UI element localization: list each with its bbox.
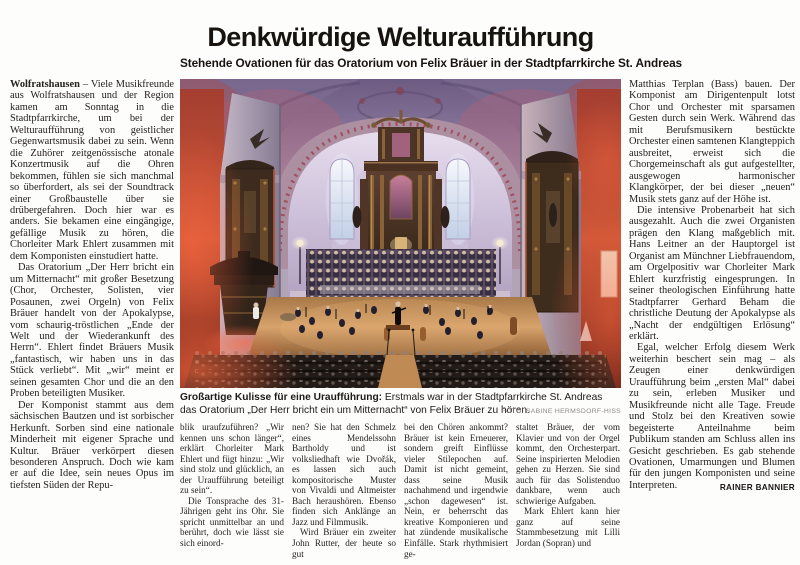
paragraph: [629, 342, 795, 491]
church-concert-photo: [180, 79, 621, 388]
subhead: Stehende Ovationen für das Oratorium von Felix Bräuer in der Stadtpfarrkirche St. Andreas: [180, 56, 682, 70]
paragraph: Wird Bräuer ein zweiter John Rutter, der heute so gut: [292, 527, 396, 559]
photo-caption: [180, 392, 621, 420]
photo-credit: FOTO: SABINE HERMSDORF-HISS: [501, 408, 621, 415]
paragraph: bei den Chören ankommt? Bräuer ist kein Erneuerer, sondern greift Einflüsse vieler Stilepochen auf. Damit ist nicht gemeint, dass seine Musik nachahmend und irgendwie „schon dagewesen“ ist. Nein, er beherrscht das kreative Komponieren und hat zündende musikalische Einfälle. Stark rhythmisiert ge-: [404, 422, 508, 559]
dateline: Wolfratshausen: [10, 79, 80, 90]
article-column-5: [516, 422, 620, 559]
article-column-4: [404, 422, 508, 559]
paragraph-text: – Viele Musikfreunde aus Wolfratshausen und der Region kamen am Sonntag in die Stadtpfarrkirche, um bei der Welturaufführung von geistlicher Gegenwartsmusik dabei zu sein. Wenn die Zuhörer zeitgenössische atonale Konzertmusik auf die Ohren bekommen, fühlen sie sich manchmal so überfordert, als sei der Soundtrack einer Großbaustelle über sie drübergefahren. Doch hier war es anders. Sie bekamen eine eingängige, gefällige Musik zu hören, die Chorleiter Mark Ehlert zusammen mit dem Komponisten einstudiert hatte.: [10, 79, 174, 262]
paragraph: Die Tonsprache des 31-Jährigen geht ins Ohr. Sie spricht unmittelbar an und berührt, doch wie lässt sie sich einord-: [180, 495, 284, 549]
article-column-6: [629, 79, 795, 557]
paragraph: Der Komponist stammt aus dem sächsischen Bautzen und ist sorbischer Herkunft. Sorben sind eine nationale Minderheit mit eigener Sprache und Kultur. Bräuer verkörpert diesen besonderen Anspruch. Doch wie kam er auf die Idee, sein neues Opus im tiefsten Süden der Repu-: [10, 399, 174, 491]
middle-columns: [180, 422, 622, 559]
headline: Denkwürdige Welturaufführung: [207, 22, 594, 52]
paragraph: blik uraufzuführen? „Wir kennen uns schon länger“, erklärt Chorleiter Mark Ehlert und fügt hinzu: „Wir sind stolz und glücklich, an der Uraufführung beteiligt zu sein“.: [180, 422, 284, 496]
article-header: [180, 22, 682, 70]
caption-lead: Großartige Kulisse für eine Uraufführung:: [180, 392, 383, 403]
paragraph: Das Oratorium „Der Herr bricht ein um Mitternacht“ mit großer Besetzung (Chor, Orchester, Solisten, vier Posaunen, zwei Orgeln) von Felix Bräuer handelt von der Apokalypse, vom schaurig-tröstlichen „Ende der Welt und der Wiederankunft des Herrn“. Ehlert findet Bräuers Musik „fantastisch, wir haben uns in das Stück verliebt“. Mit „wir“ meint er seinen gesamten Chor und die an den Proben beteiligten Musiker.: [10, 262, 174, 400]
paragraph: Matthias Terplan (Bass) bauen. Der Komponist am Dirigentenpult lotst Chor und Orchester mit sparsamen Gesten durch sein Werk. Während das mit Berufsmusikern bestückte Orchester einen samtenen Klangteppich ausbreitet, erweist sich die Chorgemeinschaft als gut aufgestellter, ausgewogen harmonischer Klangkörper, der bei dieser „neuen“ Musik stets ganz auf der Höhe ist.: [629, 79, 795, 205]
paragraph-text: Egal, welcher Erfolg diesem Werk weiterhin beschert sein mag – als Zeugen einer denkwürdigen Uraufführung beim „ersten Mal“ dabei zu sein, erleben Musiker und Musikfreunde nicht alle Tage. Freude und Stolz bei den Kreativen sowie begeisterte Anteilnahme beim Publikum standen am Schluss allen ins Gesicht geschrieben. Es gab stehende Ovationen, Umarmungen und Blumen für den jungen Komponisten und seine Interpreten.: [629, 342, 795, 491]
paragraph: Die intensive Probenarbeit hat sich ausgezahlt. Auch die zwei Organisten prägen den Klang maßgeblich mit. Hans Leitner an der Hauptorgel ist Organist am Münchner Liebfrauendom, am Orgelpositiv war Chorleiter Mark Ehlert kurzfristig eingesprungen. In seiner theologischen Einführung hatte Stadtpfarrer Gerhard Beham die christliche Deutung der Apokalypse als „Nacht der endgültigen Erlösung“ erklärt.: [629, 204, 795, 342]
paragraph: nen? Sie hat den Schmelz eines Mendelssohn Bartholdy und ist volksliedhaft wie Dvořák, es lassen sich auch kompositorische Muster von Vivaldi und Altmeister Bach heraushören. Ebenso finden sich Anklänge an Jazz und Filmmusik.: [292, 422, 396, 527]
paragraph: Mark Ehlert kann hier ganz auf seine Stammbesetzung mit Lilli Jordan (Sopran) und: [516, 506, 620, 549]
choir: [306, 249, 496, 297]
paragraph: [10, 79, 174, 262]
article-column-3: [292, 422, 396, 559]
caption-text: Erstmals war in der Stadtpfarrkirche St. Andreas das Oratorium „Der Herr bricht ein um Mitternacht“ von Felix Bräuer zu hören.: [180, 392, 603, 416]
paragraph: staltet Bräuer, der vom Klavier und von der Orgel kommt, den Orchesterpart. Seine inspirierten Melodien gehen zu Herzen. Sie sind auch für das Solistenduo dankbare, wenn auch schwierige Aufgaben.: [516, 422, 620, 506]
article-column-2: [180, 422, 284, 559]
author-byline: RAINER BANNIER: [719, 482, 795, 492]
article-column-1: [10, 79, 174, 557]
